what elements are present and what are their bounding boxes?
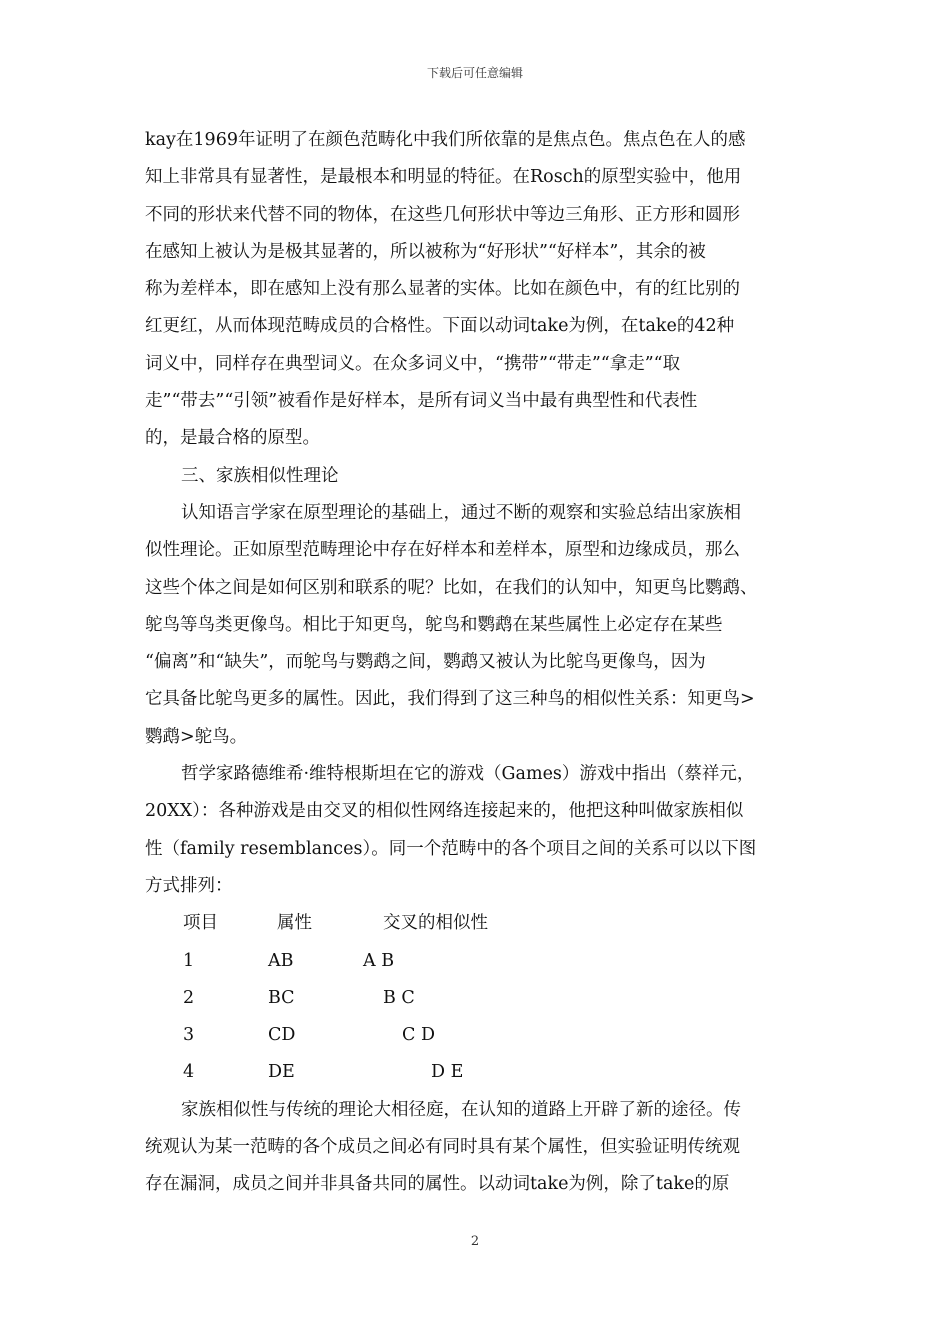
table-cell-attribute: BC [268, 987, 295, 1008]
table-row [145, 980, 805, 1017]
table-row [145, 943, 805, 980]
text-line: 存在漏洞，成员之间并非具备共同的属性。以动词take为例，除了take的原 [145, 1174, 730, 1195]
section-heading: 三、家族相似性理论 [181, 465, 339, 486]
document-body [145, 122, 805, 1204]
text-line: 走”“带去”“引领”被看作是好样本，是所有词义当中最有典型性和代表性 [145, 391, 698, 412]
text-line: 似性理论。正如原型范畴理论中存在好样本和差样本，原型和边缘成员，那么 [145, 540, 740, 561]
text-line: 的，是最合格的原型。 [145, 428, 320, 449]
text-line: 不同的形状来代替不同的物体，在这些几何形状中等边三角形、正方形和圆形 [145, 204, 740, 225]
paragraph-family-resemblance-intro [145, 495, 805, 756]
text-line: 这些个体之间是如何区别和联系的呢？比如，在我们的认知中，知更鸟比鹦鹉、 [145, 577, 758, 598]
table-row [145, 1054, 805, 1091]
table-header-item: 项目 [183, 913, 218, 934]
table-cell-attribute: AB [268, 950, 294, 971]
paragraph-prototype-examples [145, 122, 805, 458]
table-cell-cross: A B [363, 950, 395, 971]
table-header-row [145, 905, 805, 942]
text-line: 统观认为某一范畴的各个成员之间必有同时具有某个属性，但实验证明传统观 [145, 1137, 740, 1158]
table-cell-attribute: CD [268, 1025, 296, 1046]
table-cell-cross: C D [402, 1025, 435, 1046]
text-line: 方式排列： [145, 875, 233, 896]
table-cell-item: 1 [183, 950, 195, 971]
text-line: 认知语言学家在原型理论的基础上，通过不断的观察和实验总结出家族相 [181, 502, 741, 523]
table-cell-attribute: DE [268, 1062, 295, 1083]
paragraph-family-resemblance-vs-traditional [145, 1092, 805, 1204]
table-row [145, 1017, 805, 1054]
text-line: 性（family resemblances）。同一个范畴中的各个项目之间的关系可以以下图 [145, 838, 757, 859]
text-line: 哲学家路德维希·维特根斯坦在它的游戏（Games）游戏中指出（蔡祥元， [181, 764, 755, 785]
page-number: 2 [470, 1234, 480, 1249]
text-line: 鸵鸟等鸟类更像鸟。相比于知更鸟，鸵鸟和鹦鹉在某些属性上必定存在某些 [145, 614, 723, 635]
text-line: 词义中，同样存在典型词义。在众多词义中，“携带”“带走”“拿走”“取 [145, 353, 681, 374]
text-line: 20XX）：各种游戏是由交叉的相似性网络连接起来的，他把这种叫做家族相似 [145, 801, 744, 822]
text-line: 红更红，从而体现范畴成员的合格性。下面以动词take为例，在take的42种 [145, 316, 735, 337]
table-cell-item: 3 [183, 1025, 195, 1046]
text-line: 在感知上被认为是极其显著的，所以被称为“好形状”“好样本”，其余的被 [145, 241, 706, 262]
text-line: “偏离”和“缺失”，而鸵鸟与鹦鹉之间，鹦鹉又被认为比鸵鸟更像鸟，因为 [145, 652, 706, 673]
text-line: 称为差样本，即在感知上没有那么显著的实体。比如在颜色中，有的红比别的 [145, 279, 740, 300]
text-line: 知上非常具有显著性，是最根本和明显的特征。在Rosch的原型实验中，他用 [145, 167, 742, 188]
text-line: kay在1969年证明了在颜色范畴化中我们所依靠的是焦点色。焦点色在人的感 [145, 130, 746, 150]
table-header-cross-similarity: 交叉的相似性 [383, 913, 488, 934]
table-cell-item: 4 [183, 1062, 195, 1083]
table-cell-item: 2 [183, 987, 195, 1008]
text-line: 它具备比鸵鸟更多的属性。因此，我们得到了这三种鸟的相似性关系：知更鸟> [145, 689, 755, 710]
paragraph-wittgenstein [145, 756, 805, 905]
table-cell-cross: B C [383, 987, 415, 1008]
table-header-attribute: 属性 [277, 913, 312, 934]
text-line: 家族相似性与传统的理论大相径庭，在认知的道路上开辟了新的途径。传 [181, 1099, 741, 1120]
text-line: 鹦鹉>鸵鸟。 [145, 726, 248, 747]
similarity-table [145, 905, 805, 1091]
page-header: 下载后可任意编辑 [426, 66, 523, 80]
table-cell-cross: D E [431, 1062, 464, 1083]
